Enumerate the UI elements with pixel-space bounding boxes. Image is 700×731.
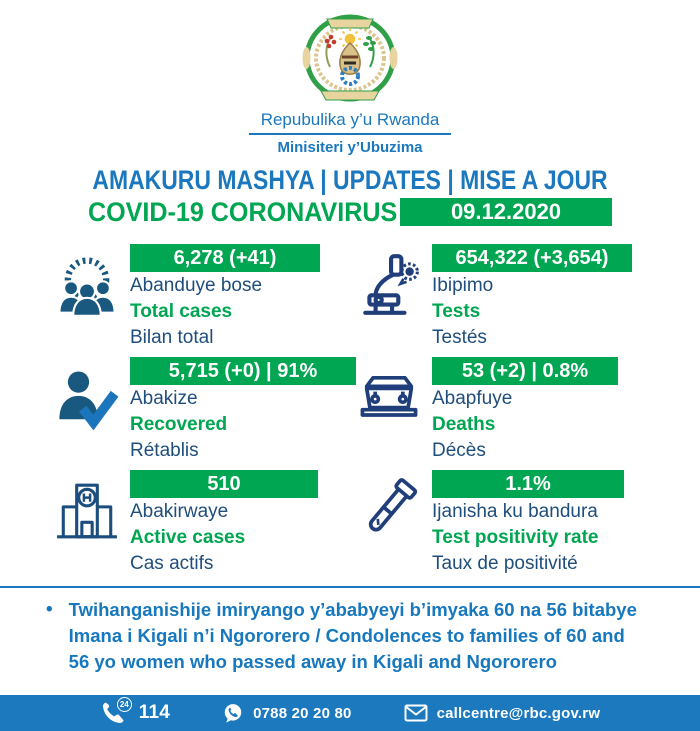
tests-label-en: Tests [432,301,481,322]
rwanda-coat-of-arms-icon [0,0,700,107]
person-check-icon [50,361,124,435]
recovered-label-rw: Abakize [130,388,198,409]
recovered-value: 5,715 (+0) | 91% [130,357,356,385]
updates-headline: AMAKURU MASHYA | UPDATES | MISE A JOUR [92,165,608,195]
contact-footer [0,695,700,731]
deaths-label-fr: Décès [432,440,486,461]
stats-grid [0,230,700,583]
coffin-icon [352,361,426,435]
stat-deaths [350,357,700,470]
tests-label-rw: Ibipimo [432,275,494,296]
tests-label-fr: Testés [432,327,487,348]
report-date-badge: 09.12.2020 [400,198,612,226]
bullet-point: • [46,599,53,620]
test-positivity-label-fr: Taux de positivité [432,553,578,574]
email-address: callcentre@rbc.gov.rw [436,704,601,722]
hospital-icon [50,474,124,548]
active-cases-label-fr: Cas actifs [130,553,214,574]
hotline-number: 114 [138,702,171,723]
test-positivity-label-rw: Ijanisha ku bandura [432,501,598,522]
active-cases-label-rw: Abakirwaye [130,501,229,522]
deaths-label-en: Deaths [432,414,496,435]
active-cases-value: 510 [130,470,318,498]
deaths-label-rw: Abapfuye [432,388,513,409]
stat-test-positivity [350,470,700,583]
country-title: Repubulika y’u Rwanda [260,110,440,129]
envelope-icon [404,704,428,722]
hotline-contact [100,700,170,726]
active-cases-label-en: Active cases [130,527,246,548]
stat-total-cases [0,244,350,357]
ministry-title: Minisiteri y’Ubuzima [249,133,451,156]
email-contact [404,704,601,722]
total-cases-value: 6,278 (+41) [130,244,320,272]
people-virus-icon [50,248,124,322]
condolence-notice [0,586,700,675]
total-cases-label-fr: Bilan total [130,327,214,348]
stat-recovered [0,357,350,470]
disease-headline: COVID-19 CORONAVIRUS [88,197,398,227]
test-tube-icon [352,474,426,548]
recovered-label-en: Recovered [130,414,228,435]
total-cases-label-rw: Abanduye bose [130,275,263,296]
tests-value: 654,322 (+3,654) [432,244,632,272]
phone-24-icon [100,700,130,726]
microscope-icon [352,248,426,322]
stat-active-cases [0,470,350,583]
whatsapp-number: 0788 20 20 80 [253,704,352,722]
stat-tests [350,244,700,357]
disease-headline-row [0,197,700,230]
test-positivity-label-en: Test positivity rate [432,527,599,548]
test-positivity-value: 1.1% [432,470,624,498]
deaths-value: 53 (+2) | 0.8% [432,357,618,385]
whatsapp-contact [222,702,352,724]
24h-badge: 24 [117,697,132,712]
whatsapp-icon [222,702,244,724]
condolence-text: Twihanganishije imiryango y’ababyeyi b’imyaka 60 na 56 bitabye Imana i Kigali n’i Ngororero / Condolences to families of 60 and 56 yo women who passed away in Kigali and Ngororero [68,599,637,672]
recovered-label-fr: Rétablis [130,440,199,461]
total-cases-label-en: Total cases [130,301,233,322]
